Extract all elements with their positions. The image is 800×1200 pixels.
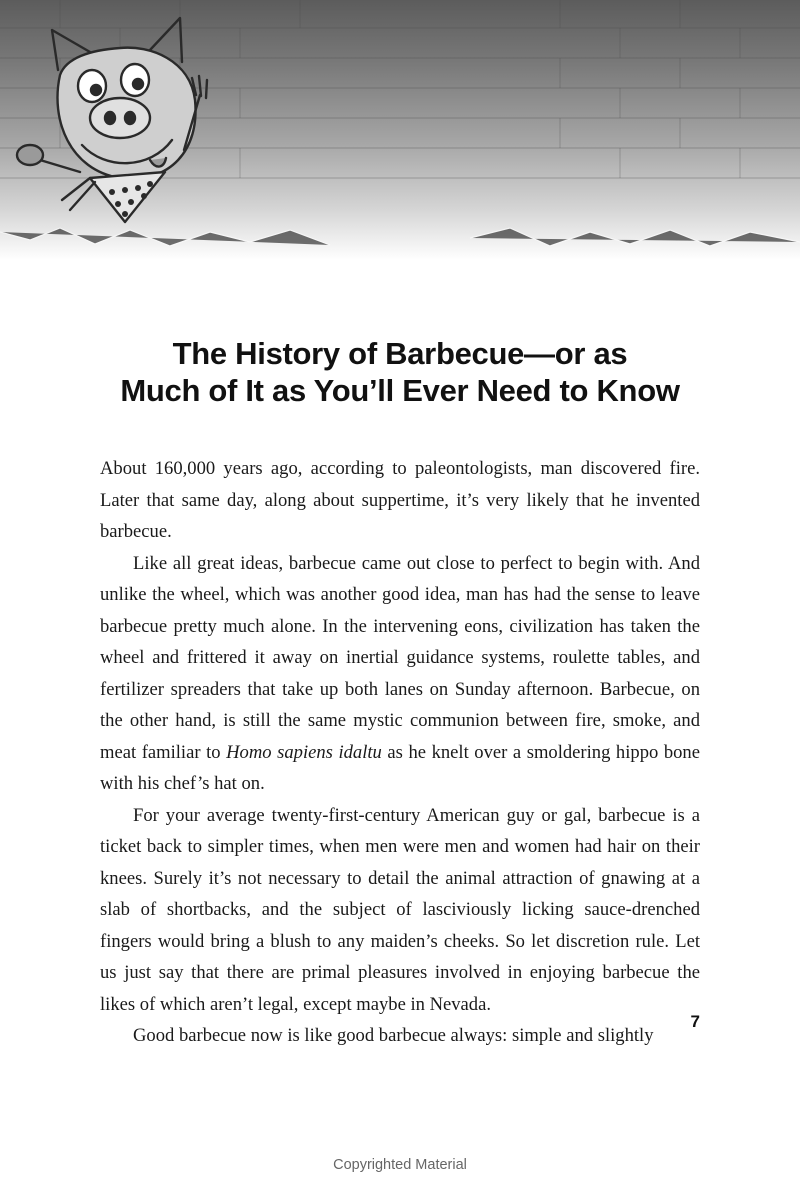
paragraph-1: About 160,000 years ago, according to paleontologists, man discovered fire. Later that same day, along about suppertime, it’s very likely that he invented barbecue. (100, 458, 700, 542)
paragraph-2 (100, 548, 700, 800)
paragraph-2-text-b: as he knelt over a smoldering hippo bone with his chef’s hat on. (100, 741, 700, 794)
paragraph-2-text-a: Like all great ideas, barbecue came out close to perfect to begin with. And unlike the wheel, which was another good idea, man has had the sense to leave barbecue pretty much alone. In the intervening eons, civilization has taken the wheel and frittered it away on inertial guidance systems, roulette tables, and fertilizer spreaders that take up both lanes on Sunday afternoon. Barbecue, on the other hand, is still the same mystic communion between fire, smoke, and meat familiar to (100, 552, 700, 763)
header-banner (0, 0, 800, 260)
chapter-body (100, 453, 700, 1052)
pig-mascot-illustration (0, 0, 250, 225)
chapter-title-line-1: The History of Barbecue—or as (172, 335, 628, 371)
paragraph-4: Good barbecue now is like good barbecue always: simple and slightly (133, 1025, 654, 1046)
species-name-italic: Homo sapiens idaltu (226, 741, 382, 763)
paragraph-3: For your average twenty-first-century American guy or gal, barbecue is a ticket back to simpler times, when men were men and women had hair on their knees. Surely it’s not necessary to detail the animal attraction of gnawing at a slab of shortbacks, and the subject of lasciviously licking sauce-drenched fingers would bring a blush to any maiden’s cheeks. So let discretion rule. Let us just say that there are primal pleasures involved in enjoying barbecue the likes of which aren’t legal, except maybe in Nevada. (100, 804, 700, 1015)
page-number: 7 (690, 1012, 700, 1031)
chapter-title-line-2: Much of It as You’ll Ever Need to Know (120, 372, 680, 408)
chapter-title (60, 335, 740, 409)
copyright-notice: Copyrighted Material (333, 1157, 467, 1173)
